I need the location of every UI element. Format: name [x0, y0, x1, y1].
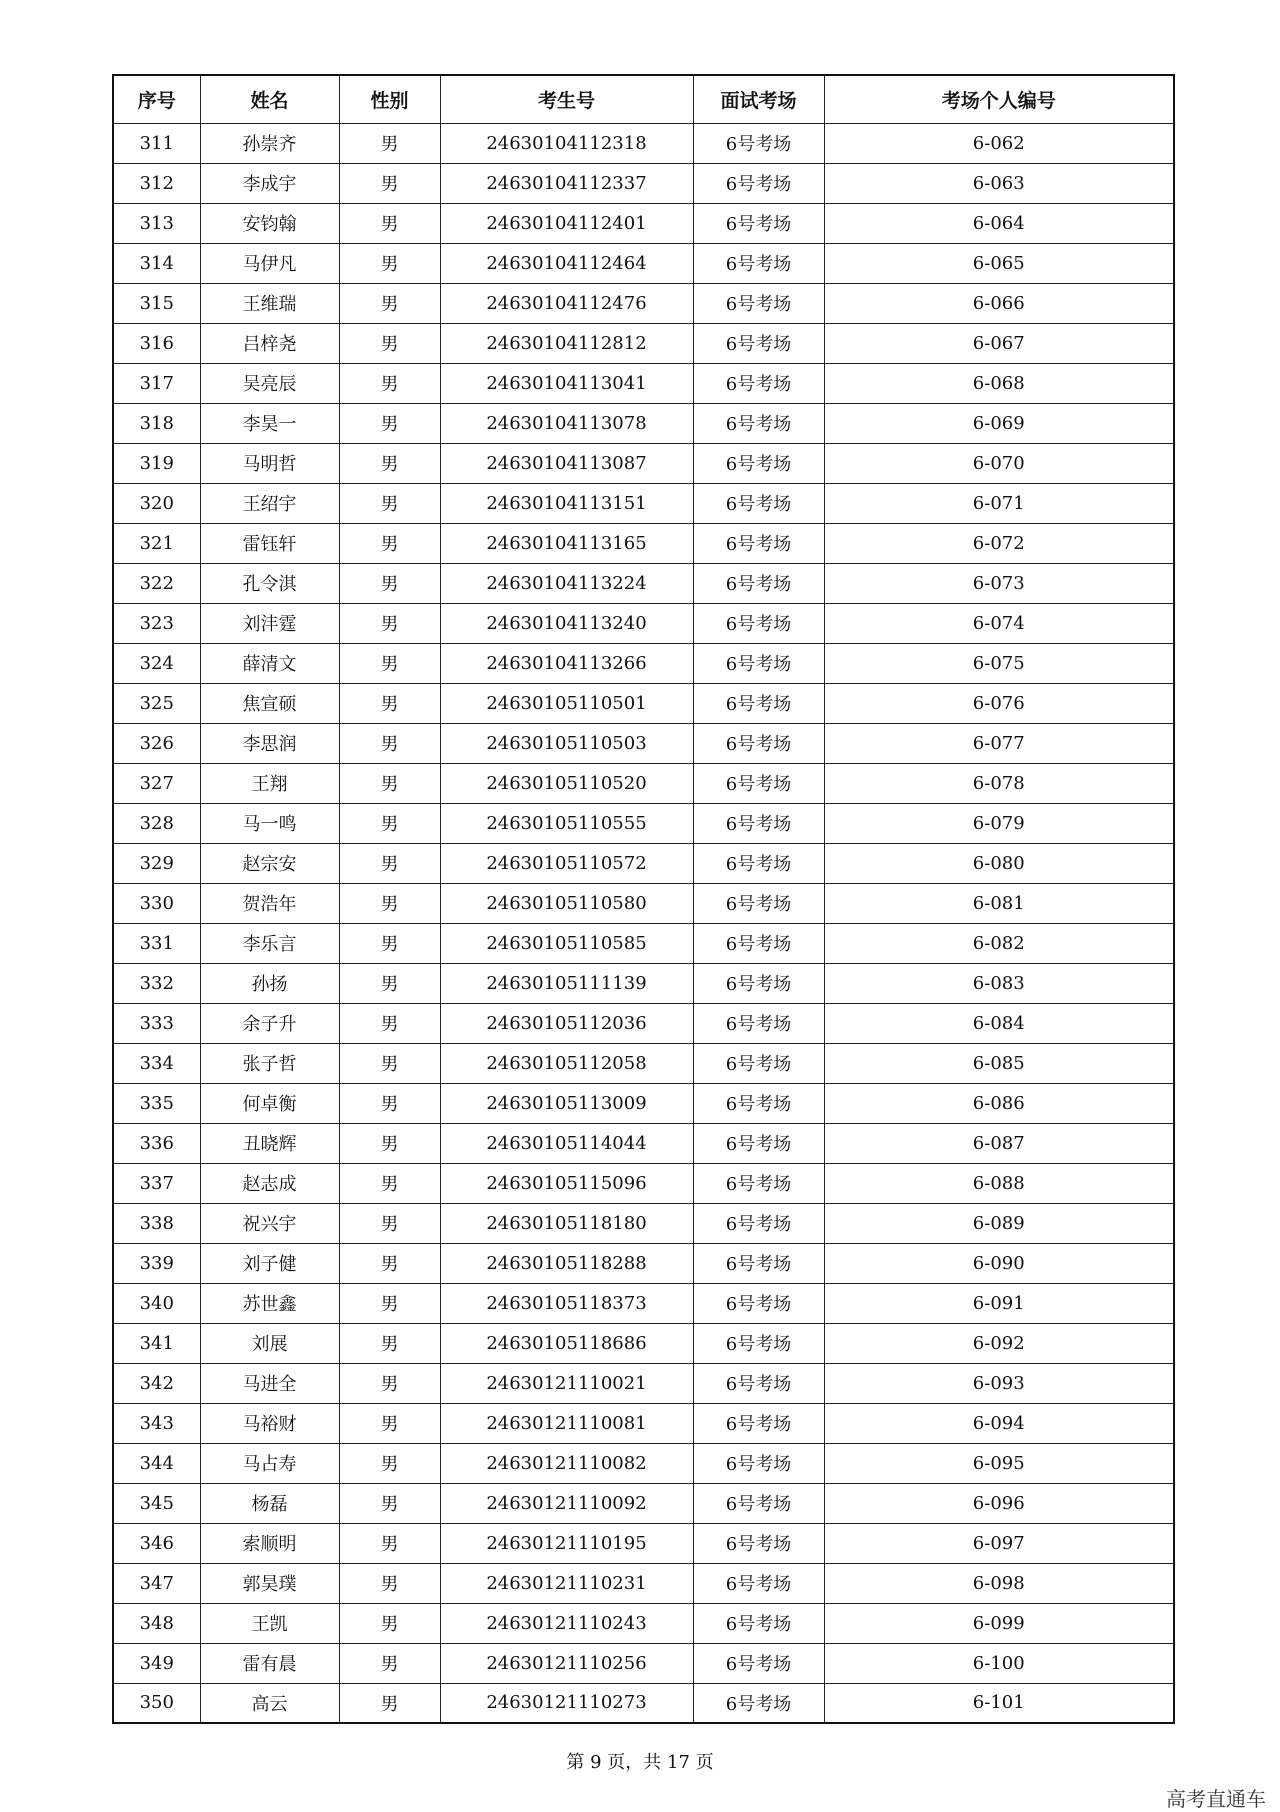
cell-personal-code: 6-090 [824, 1243, 1174, 1283]
cell-gender: 男 [339, 1443, 440, 1483]
cell-exam-room: 6号考场 [693, 923, 824, 963]
cell-exam-room: 6号考场 [693, 1643, 824, 1683]
cell-name: 薛清文 [200, 643, 339, 683]
cell-gender: 男 [339, 1483, 440, 1523]
cell-personal-code: 6-062 [824, 123, 1174, 163]
cell-candidate-number: 24630105113009 [440, 1083, 693, 1123]
cell-exam-room: 6号考场 [693, 1243, 824, 1283]
table-row [113, 763, 1174, 803]
cell-index: 342 [113, 1363, 200, 1403]
table-row [113, 963, 1174, 1003]
cell-personal-code: 6-085 [824, 1043, 1174, 1083]
cell-personal-code: 6-088 [824, 1163, 1174, 1203]
cell-personal-code: 6-069 [824, 403, 1174, 443]
cell-gender: 男 [339, 643, 440, 683]
cell-name: 余子升 [200, 1003, 339, 1043]
cell-personal-code: 6-076 [824, 683, 1174, 723]
cell-candidate-number: 24630105112036 [440, 1003, 693, 1043]
table-row [113, 1003, 1174, 1043]
cell-index: 324 [113, 643, 200, 683]
cell-name: 刘沣霆 [200, 603, 339, 643]
cell-personal-code: 6-089 [824, 1203, 1174, 1243]
cell-name: 雷钰轩 [200, 523, 339, 563]
cell-candidate-number: 24630105114044 [440, 1123, 693, 1163]
cell-exam-room: 6号考场 [693, 1203, 824, 1243]
cell-name: 马进全 [200, 1363, 339, 1403]
cell-exam-room: 6号考场 [693, 1163, 824, 1203]
cell-candidate-number: 24630105110585 [440, 923, 693, 963]
cell-name: 刘子健 [200, 1243, 339, 1283]
cell-candidate-number: 24630105110503 [440, 723, 693, 763]
cell-name: 王维瑞 [200, 283, 339, 323]
cell-index: 337 [113, 1163, 200, 1203]
cell-personal-code: 6-063 [824, 163, 1174, 203]
cell-exam-room: 6号考场 [693, 683, 824, 723]
cell-personal-code: 6-084 [824, 1003, 1174, 1043]
cell-exam-room: 6号考场 [693, 363, 824, 403]
cell-candidate-number: 24630104112337 [440, 163, 693, 203]
cell-exam-room: 6号考场 [693, 1603, 824, 1643]
cell-name: 郭昊璞 [200, 1563, 339, 1603]
cell-candidate-number: 24630121110021 [440, 1363, 693, 1403]
cell-index: 326 [113, 723, 200, 763]
cell-candidate-number: 24630121110081 [440, 1403, 693, 1443]
cell-index: 332 [113, 963, 200, 1003]
table-row [113, 1123, 1174, 1163]
cell-personal-code: 6-071 [824, 483, 1174, 523]
cell-name: 马占寿 [200, 1443, 339, 1483]
cell-index: 323 [113, 603, 200, 643]
table-row [113, 1563, 1174, 1603]
cell-index: 339 [113, 1243, 200, 1283]
cell-candidate-number: 24630104113151 [440, 483, 693, 523]
cell-candidate-number: 24630105110520 [440, 763, 693, 803]
cell-exam-room: 6号考场 [693, 1563, 824, 1603]
cell-gender: 男 [339, 603, 440, 643]
cell-gender: 男 [339, 883, 440, 923]
cell-index: 333 [113, 1003, 200, 1043]
cell-name: 贺浩年 [200, 883, 339, 923]
cell-name: 索顺明 [200, 1523, 339, 1563]
table-row [113, 803, 1174, 843]
cell-candidate-number: 24630104113266 [440, 643, 693, 683]
cell-gender: 男 [339, 923, 440, 963]
header-name: 姓名 [200, 75, 339, 123]
cell-gender: 男 [339, 163, 440, 203]
cell-gender: 男 [339, 363, 440, 403]
cell-index: 336 [113, 1123, 200, 1163]
cell-name: 吕梓尧 [200, 323, 339, 363]
cell-gender: 男 [339, 843, 440, 883]
cell-candidate-number: 24630104113041 [440, 363, 693, 403]
cell-personal-code: 6-093 [824, 1363, 1174, 1403]
cell-name: 丑晓辉 [200, 1123, 339, 1163]
cell-name: 马伊凡 [200, 243, 339, 283]
cell-gender: 男 [339, 1163, 440, 1203]
cell-candidate-number: 24630105118180 [440, 1203, 693, 1243]
table-row [113, 323, 1174, 363]
cell-name: 马一鸣 [200, 803, 339, 843]
cell-gender: 男 [339, 1363, 440, 1403]
table-row [113, 243, 1174, 283]
cell-index: 312 [113, 163, 200, 203]
cell-personal-code: 6-073 [824, 563, 1174, 603]
cell-index: 317 [113, 363, 200, 403]
cell-name: 苏世鑫 [200, 1283, 339, 1323]
cell-candidate-number: 24630105118373 [440, 1283, 693, 1323]
cell-index: 340 [113, 1283, 200, 1323]
cell-index: 313 [113, 203, 200, 243]
cell-candidate-number: 24630104112464 [440, 243, 693, 283]
cell-exam-room: 6号考场 [693, 843, 824, 883]
header-exam-room: 面试考场 [693, 75, 824, 123]
cell-personal-code: 6-099 [824, 1603, 1174, 1643]
cell-candidate-number: 24630104112812 [440, 323, 693, 363]
cell-name: 张子哲 [200, 1043, 339, 1083]
cell-exam-room: 6号考场 [693, 443, 824, 483]
cell-candidate-number: 24630105118288 [440, 1243, 693, 1283]
table-row [113, 1043, 1174, 1083]
cell-index: 311 [113, 123, 200, 163]
table-row [113, 1683, 1174, 1723]
cell-exam-room: 6号考场 [693, 1123, 824, 1163]
cell-name: 祝兴宇 [200, 1203, 339, 1243]
cell-name: 李昊一 [200, 403, 339, 443]
cell-name: 孔令淇 [200, 563, 339, 603]
cell-exam-room: 6号考场 [693, 403, 824, 443]
cell-personal-code: 6-077 [824, 723, 1174, 763]
table-body [113, 123, 1174, 1723]
table-row [113, 403, 1174, 443]
cell-index: 322 [113, 563, 200, 603]
cell-name: 王翔 [200, 763, 339, 803]
cell-exam-room: 6号考场 [693, 563, 824, 603]
cell-personal-code: 6-066 [824, 283, 1174, 323]
cell-exam-room: 6号考场 [693, 1683, 824, 1723]
cell-personal-code: 6-078 [824, 763, 1174, 803]
cell-name: 安钧翰 [200, 203, 339, 243]
cell-gender: 男 [339, 1323, 440, 1363]
cell-gender: 男 [339, 1563, 440, 1603]
cell-candidate-number: 24630121110231 [440, 1563, 693, 1603]
page-footer: 第 9 页，共 17 页 [566, 1752, 714, 1773]
cell-gender: 男 [339, 1643, 440, 1683]
table-row [113, 643, 1174, 683]
cell-candidate-number: 24630104113224 [440, 563, 693, 603]
cell-gender: 男 [339, 483, 440, 523]
table-row [113, 723, 1174, 763]
cell-name: 王凯 [200, 1603, 339, 1643]
cell-candidate-number: 24630105118686 [440, 1323, 693, 1363]
cell-index: 320 [113, 483, 200, 523]
header-candidate-number: 考生号 [440, 75, 693, 123]
cell-personal-code: 6-074 [824, 603, 1174, 643]
cell-personal-code: 6-064 [824, 203, 1174, 243]
cell-index: 319 [113, 443, 200, 483]
header-gender: 性别 [339, 75, 440, 123]
cell-name: 马明哲 [200, 443, 339, 483]
table-row [113, 1403, 1174, 1443]
cell-name: 赵志成 [200, 1163, 339, 1203]
cell-exam-room: 6号考场 [693, 1283, 824, 1323]
cell-name: 李成宇 [200, 163, 339, 203]
cell-name: 焦宣硕 [200, 683, 339, 723]
table-row [113, 1603, 1174, 1643]
cell-exam-room: 6号考场 [693, 1043, 824, 1083]
cell-personal-code: 6-065 [824, 243, 1174, 283]
watermark: 高考直通车 [1166, 1787, 1266, 1811]
cell-candidate-number: 24630104113240 [440, 603, 693, 643]
cell-name: 赵宗安 [200, 843, 339, 883]
cell-gender: 男 [339, 1243, 440, 1283]
cell-exam-room: 6号考场 [693, 803, 824, 843]
table-row [113, 1283, 1174, 1323]
cell-gender: 男 [339, 803, 440, 843]
cell-index: 348 [113, 1603, 200, 1643]
cell-exam-room: 6号考场 [693, 483, 824, 523]
cell-candidate-number: 24630104112401 [440, 203, 693, 243]
cell-gender: 男 [339, 203, 440, 243]
cell-candidate-number: 24630104113078 [440, 403, 693, 443]
cell-candidate-number: 24630104112476 [440, 283, 693, 323]
cell-candidate-number: 24630121110195 [440, 1523, 693, 1563]
table-row [113, 603, 1174, 643]
cell-gender: 男 [339, 763, 440, 803]
cell-personal-code: 6-068 [824, 363, 1174, 403]
table-row [113, 163, 1174, 203]
cell-index: 344 [113, 1443, 200, 1483]
cell-exam-room: 6号考场 [693, 323, 824, 363]
table-row [113, 483, 1174, 523]
cell-index: 318 [113, 403, 200, 443]
candidate-table [112, 74, 1175, 1724]
cell-exam-room: 6号考场 [693, 243, 824, 283]
cell-exam-room: 6号考场 [693, 723, 824, 763]
cell-candidate-number: 24630105110501 [440, 683, 693, 723]
table-row [113, 883, 1174, 923]
cell-name: 王绍宇 [200, 483, 339, 523]
cell-index: 331 [113, 923, 200, 963]
cell-gender: 男 [339, 403, 440, 443]
cell-index: 330 [113, 883, 200, 923]
cell-personal-code: 6-086 [824, 1083, 1174, 1123]
cell-gender: 男 [339, 1603, 440, 1643]
cell-personal-code: 6-081 [824, 883, 1174, 923]
cell-personal-code: 6-079 [824, 803, 1174, 843]
cell-gender: 男 [339, 1123, 440, 1163]
cell-personal-code: 6-072 [824, 523, 1174, 563]
cell-exam-room: 6号考场 [693, 203, 824, 243]
cell-candidate-number: 24630121110092 [440, 1483, 693, 1523]
table-row [113, 1163, 1174, 1203]
cell-exam-room: 6号考场 [693, 603, 824, 643]
cell-personal-code: 6-098 [824, 1563, 1174, 1603]
cell-candidate-number: 24630104113165 [440, 523, 693, 563]
cell-index: 334 [113, 1043, 200, 1083]
table-row [113, 1523, 1174, 1563]
cell-candidate-number: 24630105110580 [440, 883, 693, 923]
cell-gender: 男 [339, 963, 440, 1003]
cell-personal-code: 6-087 [824, 1123, 1174, 1163]
cell-candidate-number: 24630104112318 [440, 123, 693, 163]
cell-exam-room: 6号考场 [693, 963, 824, 1003]
cell-gender: 男 [339, 1083, 440, 1123]
cell-gender: 男 [339, 443, 440, 483]
table-row [113, 123, 1174, 163]
cell-index: 329 [113, 843, 200, 883]
cell-name: 孙扬 [200, 963, 339, 1003]
cell-candidate-number: 24630121110256 [440, 1643, 693, 1683]
table-row [113, 1083, 1174, 1123]
cell-index: 349 [113, 1643, 200, 1683]
cell-exam-room: 6号考场 [693, 523, 824, 563]
cell-personal-code: 6-082 [824, 923, 1174, 963]
cell-index: 338 [113, 1203, 200, 1243]
cell-personal-code: 6-070 [824, 443, 1174, 483]
cell-name: 杨磊 [200, 1483, 339, 1523]
cell-name: 李乐言 [200, 923, 339, 963]
cell-gender: 男 [339, 683, 440, 723]
cell-candidate-number: 24630121110243 [440, 1603, 693, 1643]
cell-index: 346 [113, 1523, 200, 1563]
cell-gender: 男 [339, 1043, 440, 1083]
cell-exam-room: 6号考场 [693, 643, 824, 683]
table-row [113, 1443, 1174, 1483]
cell-personal-code: 6-067 [824, 323, 1174, 363]
cell-exam-room: 6号考场 [693, 1363, 824, 1403]
table-row [113, 283, 1174, 323]
cell-personal-code: 6-095 [824, 1443, 1174, 1483]
header-personal-code: 考场个人编号 [824, 75, 1174, 123]
cell-candidate-number: 24630105112058 [440, 1043, 693, 1083]
cell-exam-room: 6号考场 [693, 1003, 824, 1043]
cell-exam-room: 6号考场 [693, 1443, 824, 1483]
table-row [113, 1323, 1174, 1363]
cell-name: 高云 [200, 1683, 339, 1723]
cell-index: 316 [113, 323, 200, 363]
cell-exam-room: 6号考场 [693, 1483, 824, 1523]
cell-gender: 男 [339, 523, 440, 563]
cell-candidate-number: 24630104113087 [440, 443, 693, 483]
cell-name: 马裕财 [200, 1403, 339, 1443]
cell-exam-room: 6号考场 [693, 1323, 824, 1363]
table-row [113, 1483, 1174, 1523]
cell-candidate-number: 24630121110273 [440, 1683, 693, 1723]
table-row [113, 523, 1174, 563]
table-row [113, 1203, 1174, 1243]
cell-gender: 男 [339, 1523, 440, 1563]
cell-index: 350 [113, 1683, 200, 1723]
cell-exam-room: 6号考场 [693, 763, 824, 803]
cell-index: 343 [113, 1403, 200, 1443]
cell-index: 335 [113, 1083, 200, 1123]
cell-personal-code: 6-092 [824, 1323, 1174, 1363]
cell-personal-code: 6-094 [824, 1403, 1174, 1443]
cell-gender: 男 [339, 243, 440, 283]
cell-candidate-number: 24630121110082 [440, 1443, 693, 1483]
cell-exam-room: 6号考场 [693, 123, 824, 163]
cell-personal-code: 6-100 [824, 1643, 1174, 1683]
cell-gender: 男 [339, 123, 440, 163]
cell-index: 328 [113, 803, 200, 843]
cell-name: 李思润 [200, 723, 339, 763]
cell-exam-room: 6号考场 [693, 283, 824, 323]
cell-index: 327 [113, 763, 200, 803]
cell-candidate-number: 24630105110572 [440, 843, 693, 883]
cell-gender: 男 [339, 1203, 440, 1243]
cell-candidate-number: 24630105115096 [440, 1163, 693, 1203]
cell-gender: 男 [339, 323, 440, 363]
cell-name: 刘展 [200, 1323, 339, 1363]
cell-personal-code: 6-091 [824, 1283, 1174, 1323]
table-row [113, 1363, 1174, 1403]
cell-index: 345 [113, 1483, 200, 1523]
cell-exam-room: 6号考场 [693, 1523, 824, 1563]
table-row [113, 923, 1174, 963]
cell-exam-room: 6号考场 [693, 1083, 824, 1123]
cell-personal-code: 6-075 [824, 643, 1174, 683]
table-row [113, 203, 1174, 243]
cell-candidate-number: 24630105111139 [440, 963, 693, 1003]
cell-index: 321 [113, 523, 200, 563]
cell-personal-code: 6-083 [824, 963, 1174, 1003]
cell-name: 雷有晨 [200, 1643, 339, 1683]
cell-personal-code: 6-101 [824, 1683, 1174, 1723]
table-row [113, 563, 1174, 603]
cell-index: 325 [113, 683, 200, 723]
cell-gender: 男 [339, 1683, 440, 1723]
table-row [113, 1643, 1174, 1683]
cell-gender: 男 [339, 723, 440, 763]
cell-index: 315 [113, 283, 200, 323]
header-index: 序号 [113, 75, 200, 123]
cell-exam-room: 6号考场 [693, 1403, 824, 1443]
cell-gender: 男 [339, 1283, 440, 1323]
cell-gender: 男 [339, 1403, 440, 1443]
cell-name: 孙崇齐 [200, 123, 339, 163]
cell-index: 347 [113, 1563, 200, 1603]
cell-personal-code: 6-080 [824, 843, 1174, 883]
cell-personal-code: 6-097 [824, 1523, 1174, 1563]
table-row [113, 363, 1174, 403]
table-header-row [113, 75, 1174, 123]
table-row [113, 1243, 1174, 1283]
cell-index: 341 [113, 1323, 200, 1363]
cell-gender: 男 [339, 283, 440, 323]
cell-personal-code: 6-096 [824, 1483, 1174, 1523]
cell-index: 314 [113, 243, 200, 283]
cell-exam-room: 6号考场 [693, 163, 824, 203]
cell-name: 何卓衡 [200, 1083, 339, 1123]
cell-exam-room: 6号考场 [693, 883, 824, 923]
table-row [113, 843, 1174, 883]
cell-gender: 男 [339, 1003, 440, 1043]
table-row [113, 683, 1174, 723]
table-row [113, 443, 1174, 483]
cell-name: 吴亮辰 [200, 363, 339, 403]
cell-candidate-number: 24630105110555 [440, 803, 693, 843]
cell-gender: 男 [339, 563, 440, 603]
